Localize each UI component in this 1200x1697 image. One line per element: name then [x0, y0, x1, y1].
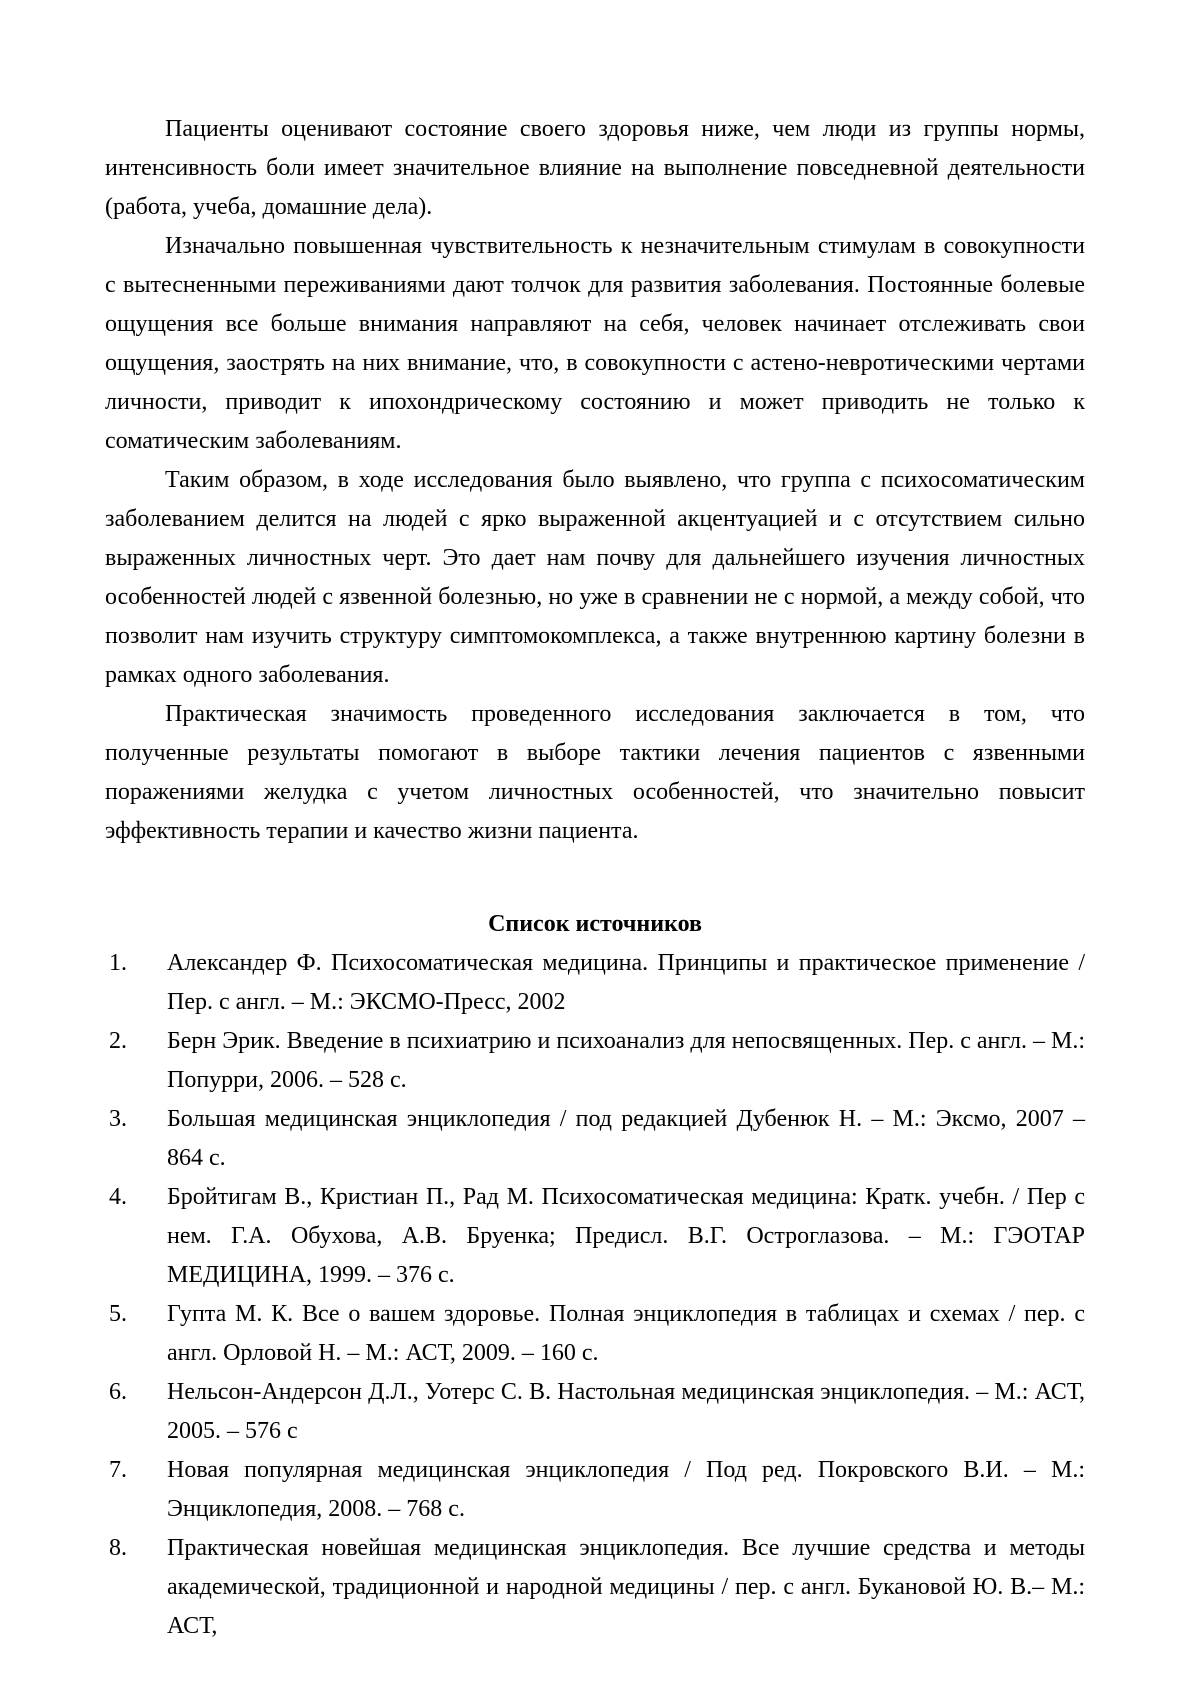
reference-item	[105, 1529, 1085, 1646]
reference-number: 7.	[109, 1457, 127, 1483]
reference-item	[105, 1373, 1085, 1451]
reference-number: 2.	[109, 1028, 127, 1054]
reference-item	[105, 1022, 1085, 1100]
reference-number: 8.	[109, 1535, 127, 1561]
reference-text: Нельсон-Андерсон Д.Л., Уотерс С. В. Настольная медицинская энциклопедия. – М.: АСТ, 2005. – 576 с	[167, 1379, 1085, 1444]
body-paragraph: Изначально повышенная чувствительность к незначительным стимулам в совокупности с вытесненными переживаниями дают толчок для развития заболевания. Постоянные болевые ощущения все больше внимания направляют на себя, человек начинает отслеживать свои ощущения, заострять на них внимание, что, в совокупности с астено-невротическими чертами личности, приводит к ипохондрическому состоянию и может приводить не только к соматическим заболеваниям.	[105, 233, 1085, 454]
body-paragraph: Практическая значимость проведенного исследования заключается в том, что полученные результаты помогают в выборе тактики лечения пациентов с язвенными поражениями желудка с учетом личностных особенностей, что значительно повысит эффективность терапии и качество жизни пациента.	[105, 701, 1085, 844]
reference-text: Берн Эрик. Введение в психиатрию и психоанализ для непосвященных. Пер. с англ. – М.: Попурри, 2006. – 528 с.	[167, 1028, 1085, 1093]
reference-number: 5.	[109, 1301, 127, 1327]
reference-text: Практическая новейшая медицинская энциклопедия. Все лучшие средства и методы академической, традиционной и народной медицины / пер. с англ. Букановой Ю. В.– М.: АСТ,	[167, 1535, 1085, 1639]
reference-number: 1.	[109, 950, 127, 976]
reference-text: Новая популярная медицинская энциклопедия / Под ред. Покровского В.И. – М.: Энциклопедия, 2008. – 768 с.	[167, 1457, 1085, 1522]
references-list	[105, 944, 1085, 1646]
reference-text: Бройтигам В., Кристиан П., Рад М. Психосоматическая медицина: Кратк. учебн. / Пер с нем. Г.А. Обухова, А.В. Бруенка; Предисл. В.Г. Остроглазова. – М.: ГЭОТАР МЕДИЦИНА, 1999. – 376 с.	[167, 1184, 1085, 1288]
references-heading: Список источников	[488, 911, 702, 937]
reference-number: 4.	[109, 1184, 127, 1210]
reference-number: 3.	[109, 1106, 127, 1132]
body-paragraph: Пациенты оценивают состояние своего здоровья ниже, чем люди из группы нормы, интенсивность боли имеет значительное влияние на выполнение повседневной деятельности (работа, учеба, домашние дела).	[105, 116, 1085, 220]
reference-item	[105, 1451, 1085, 1529]
reference-item	[105, 1100, 1085, 1178]
reference-text: Гупта М. К. Все о вашем здоровье. Полная энциклопедия в таблицах и схемах / пер. с англ. Орловой Н. – М.: АСТ, 2009. – 160 с.	[167, 1301, 1085, 1366]
reference-text: Александер Ф. Психосоматическая медицина. Принципы и практическое применение / Пер. с англ. – М.: ЭКСМО-Пресс, 2002	[167, 950, 1085, 1015]
reference-text: Большая медицинская энциклопедия / под редакцией Дубенюк Н. – М.: Эксмо, 2007 – 864 с.	[167, 1106, 1085, 1171]
reference-number: 6.	[109, 1379, 127, 1405]
body-paragraph: Таким образом, в ходе исследования было выявлено, что группа с психосоматическим заболеванием делится на людей с ярко выраженной акцентуацией и с отсутствием сильно выраженных личностных черт. Это дает нам почву для дальнейшего изучения личностных особенностей людей с язвенной болезнью, но уже в сравнении не с нормой, а между собой, что позволит нам изучить структуру симптомокомплекса, а также внутреннюю картину болезни в рамках одного заболевания.	[105, 467, 1085, 688]
reference-item	[105, 1178, 1085, 1295]
reference-item	[105, 944, 1085, 1022]
reference-item	[105, 1295, 1085, 1373]
